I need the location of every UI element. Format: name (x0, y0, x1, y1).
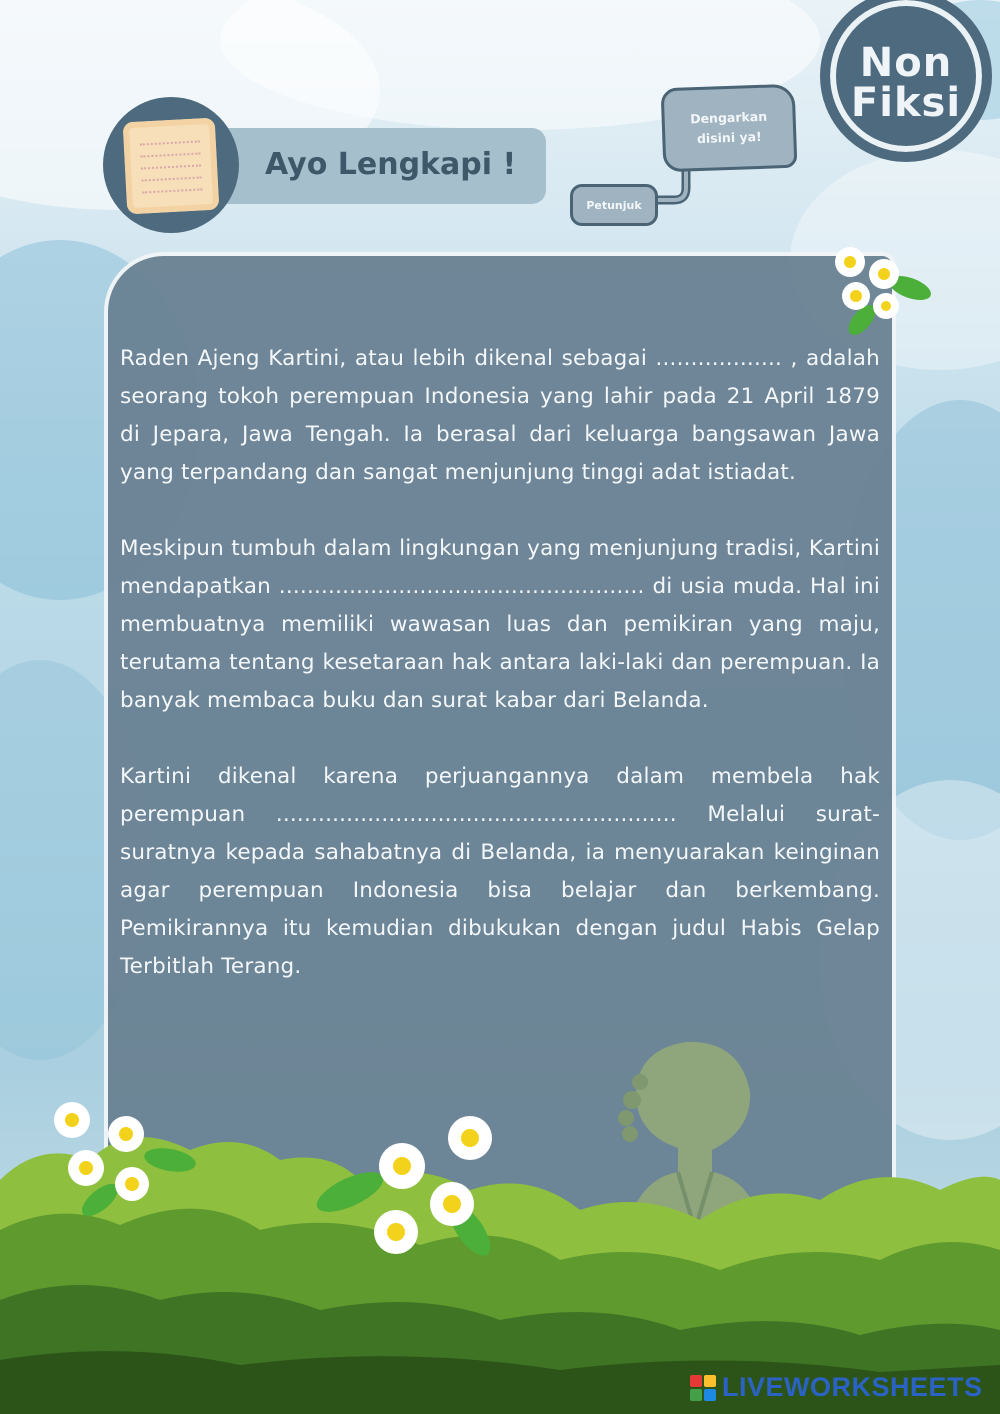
badge-line-1: Non (859, 40, 953, 86)
paragraph-2: Meskipun tumbuh dalam lingkungan yang menjunjung tradisi, Kartini mendapatkan .................................................... di usia muda. Hal ini membuatnya memiliki wawasan luas dan pemikiran yang maju, terutama tentang kesetaraan hak antara laki-laki dan perempuan. Ia banyak membaca buku dan surat kabar dari Belanda. (120, 536, 880, 713)
paragraph-1: Raden Ajeng Kartini, atau lebih dikenal sebagai .................. , adalah seorang tokoh perempuan Indonesia yang lahir pada 21 April 1879 di Jepara, Jawa Tengah. Ia berasal dari keluarga bangsawan Jawa yang terpandang dan sangat menjunjung tinggi adat istiadat. (120, 346, 880, 485)
instructions-button[interactable] (570, 184, 658, 226)
flower-cluster-center (310, 1100, 530, 1280)
page-title: Ayo Lengkapi ! (265, 147, 517, 182)
flower-cluster-left (40, 1090, 200, 1220)
watermark-text: LIVEWORKSHEETS (722, 1372, 983, 1402)
listen-audio-label: Dengarkan disini ya! (689, 108, 768, 147)
liveworksheets-logo-icon (690, 1375, 716, 1401)
reading-passage (120, 340, 880, 1024)
listen-audio-button[interactable] (661, 84, 798, 173)
badge-line-2: Fiksi (850, 80, 962, 126)
paragraph-3: Kartini dikenal karena perjuangannya dalam membela hak perempuan ......................................................... Melalui surat-suratnya kepada sahabatnya di Belanda, ia menyuarakan keinginan agar perempuan Indonesia bisa belajar dan berkembang. Pemikirannya itu kemudian dibukukan dengan judul Habis Gelap Terbitlah Terang. (120, 764, 880, 979)
flower-cluster-top (822, 236, 932, 336)
notepad-icon (123, 118, 220, 215)
instructions-label: Petunjuk (586, 198, 642, 212)
liveworksheets-watermark (690, 1372, 983, 1403)
